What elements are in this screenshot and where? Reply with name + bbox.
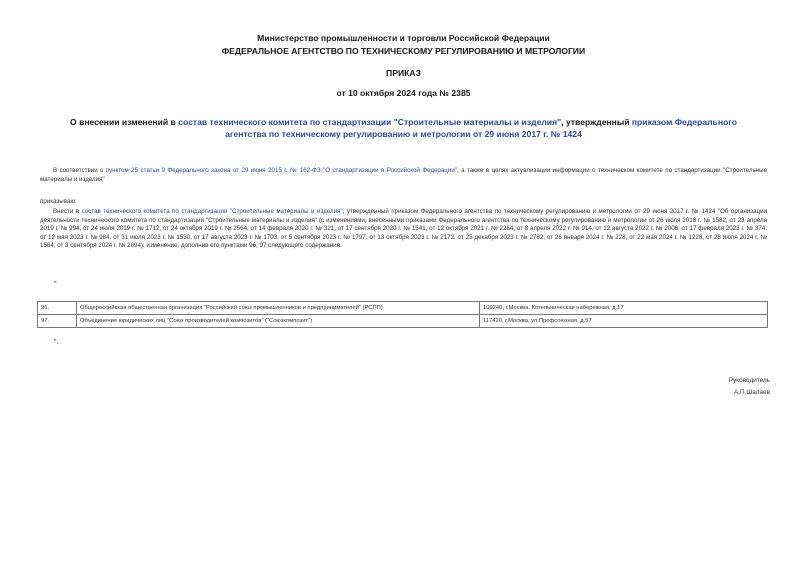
table-row — [38, 302, 768, 315]
doc-type-heading: ПРИКАЗ — [386, 68, 421, 78]
body-text-1: Внести в — [53, 208, 82, 215]
ministry-heading: Министерство промышленности и торговли Российской Федерации — [257, 33, 550, 43]
body-paragraph — [40, 208, 767, 251]
agency-heading: ФЕДЕРАЛЬНОЕ АГЕНТСТВО ПО ТЕХНИЧЕСКОМУ РЕГУЛИРОВАНИЮ И МЕТРОЛОГИИ — [221, 46, 586, 56]
address-cell: 109240, г.Москва, Котельническая набережная, д.17 — [480, 302, 768, 315]
members-table — [37, 301, 768, 328]
organization-cell: Общероссийская общественная организация "Российский союз промышленников и предпринимателей" (РСПП) — [77, 302, 480, 315]
title-text-2: , утвержденный — [561, 117, 632, 127]
order-word: приказываю: — [40, 198, 77, 205]
title-link-committee[interactable]: состав технического комитета по стандартизации "Строительные материалы и изделия" — [178, 117, 562, 127]
quote-open: " — [54, 281, 57, 288]
title-link-order[interactable]: приказом Федерального агентства по техническому регулированию и метрологии от 29 июня 2017 г. № 1424 — [225, 117, 737, 139]
body-link-committee[interactable]: состав технического комитета по стандартизации "Строительные материалы и изделия" — [81, 208, 343, 215]
preamble-link-law[interactable]: пунктом 25 статьи 9 Федерального закона от 29 июня 2015 г. № 162-ФЗ "О стандартизации в Российской Федерации" — [105, 167, 457, 174]
preamble-paragraph — [40, 167, 767, 184]
date-number-heading: от 10 октября 2024 года № 2385 — [336, 88, 471, 98]
organization-cell: Объединение юридических лиц "Союз производителей композитов" ("Союзкомпозит") — [77, 315, 480, 328]
row-number-cell: 97. — [38, 315, 77, 328]
title-text-1: О внесении изменений в — [70, 117, 179, 127]
document-title — [55, 116, 752, 140]
row-number-cell: 96. — [38, 302, 77, 315]
quote-close: ". — [54, 339, 59, 346]
signature-name: А.П.Шалаев — [733, 389, 770, 396]
table-row — [38, 315, 768, 328]
body-text-2: , утвержденный приказом Федерального агентства по техническому регулированию и метрологии от 29 июня 2017 г. № 1424 "Об организации деятельности технического комитета по стандартизации "Строительные материалы и изделия" (с изменениями, внесенными приказами Федерального агентства по техническому регулированию и метрологии от 26 июля 2018 г. № 1582, от 23 апреля 2019 г. № 994, от 24 июля 2019 г. № 1712, от 24 октября 2019 г. № 2564, от 14 февраля 2020 г. № 321, от 17 сентября 2020 г. № 1541, от 12 октября 2021 г. № 2264, от 8 апреля 2022 г. № 914, от 12 августа 2022 г. № 2006, от 17 февраля 2023 г. № 374, от 12 мая 2023 г. № 984, от 31 июля 2023 г. № 1530, от 17 августа 2023 г. № 1703, от 5 сентября 2023 г. № 1797, от 13 октября 2023 г. № 2172, от 25 декабря 2023 г. № 2782, от 26 января 2024 г. № 228, от 22 мая 2024 г. № 1228, от 28 июля 2024 г. № 1564, от 3 сентября 2024 г. № 2094), изменение, дополнив его пунктами 96, 97 следующего содержания: — [40, 208, 767, 250]
signature-position: Руководитель — [728, 377, 770, 384]
preamble-text-1: В соответствии с — [53, 167, 106, 174]
address-cell: 117420, г.Москва, ул.Профсоюзная, д.57 — [480, 315, 768, 328]
preamble-text-2: , а также в целях актуализации информации о техническом комитете по стандартизации "Строительные материалы и изделия" — [40, 167, 767, 183]
